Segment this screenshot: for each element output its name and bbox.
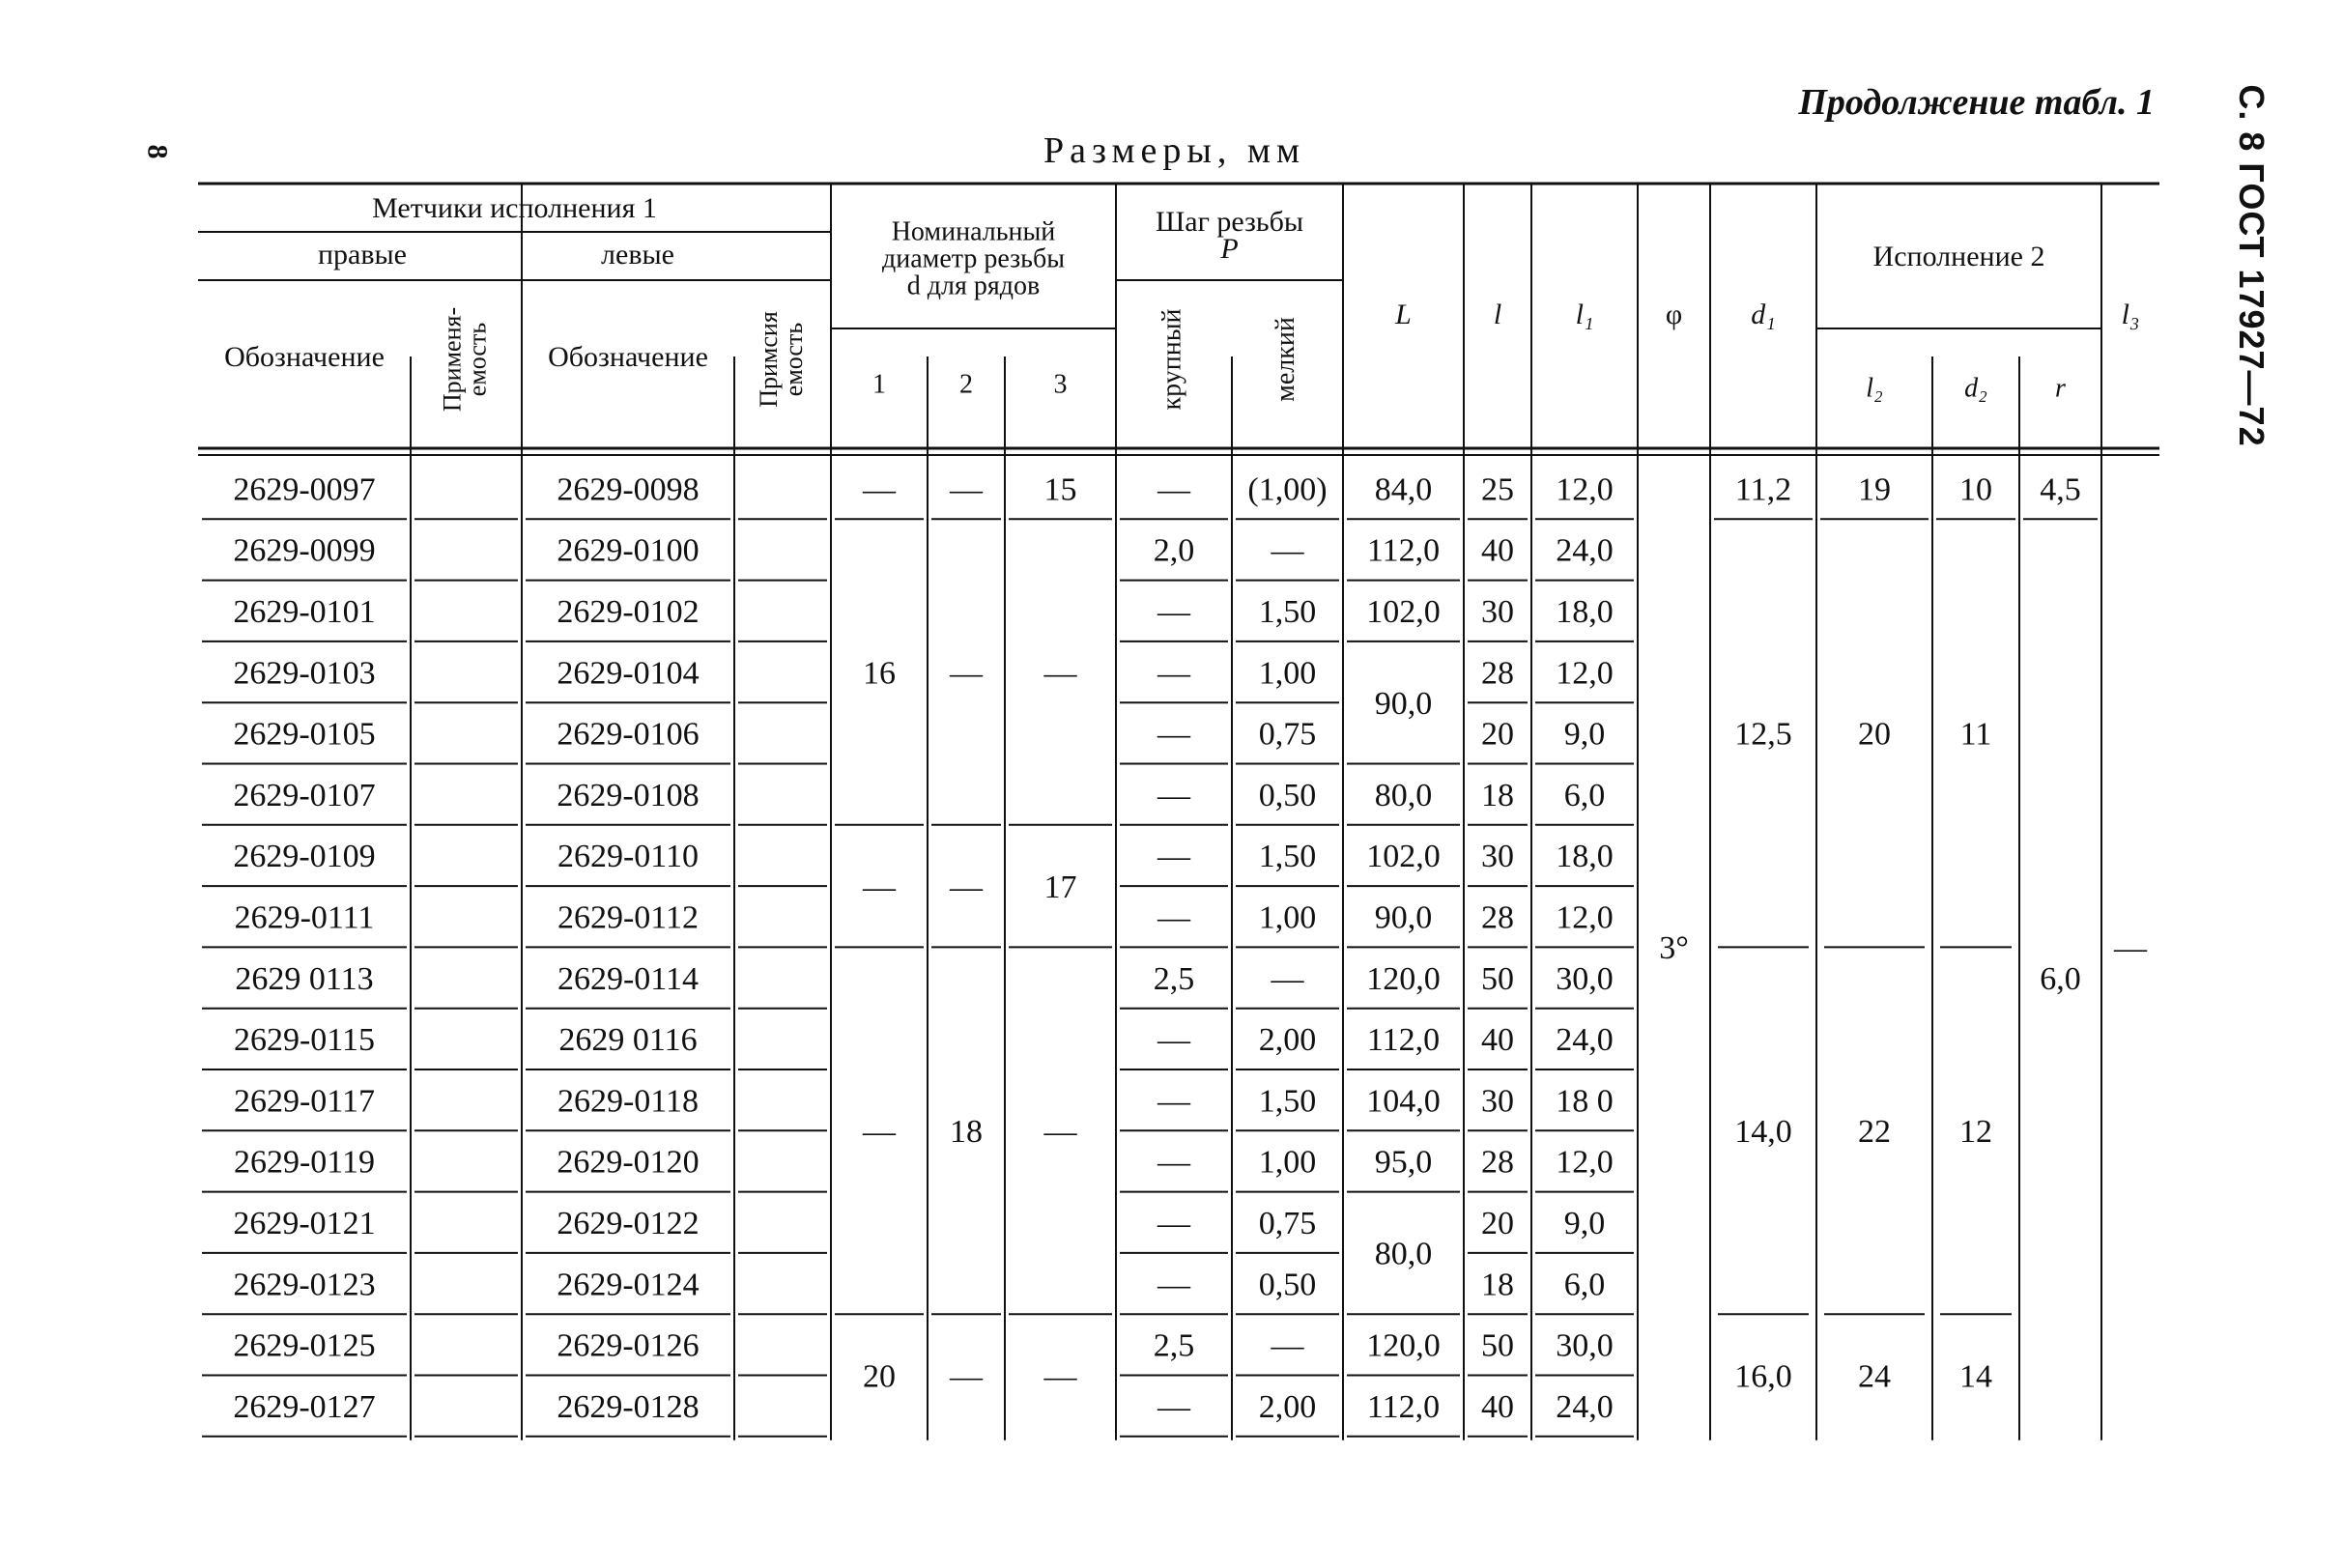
cell-nominal-diameter: — [950, 471, 983, 508]
cell-L: 120,0 [1366, 960, 1441, 997]
cell-right: 2629-0121 [233, 1206, 376, 1242]
header-nominal-diameter: Номинальный [891, 216, 1056, 247]
header-version-2: Исполнение 2 [1872, 240, 2045, 272]
header-pitch: P [1220, 232, 1239, 265]
cell-nominal-diameter: — [950, 1358, 983, 1395]
cell-coarse: 2,0 [1153, 532, 1195, 569]
cell-fine: 1,50 [1258, 1083, 1317, 1120]
cell-L: 104,0 [1366, 1083, 1441, 1120]
cell-l1: 6,0 [1563, 1267, 1606, 1303]
header-right: правые [317, 238, 408, 271]
cell-right: 2629-0119 [233, 1144, 376, 1181]
header-phi: φ [1665, 298, 1683, 330]
header-applicability: Применя- [438, 306, 467, 413]
cell-right: 2629-0123 [233, 1267, 376, 1303]
units-caption: Размеры, мм [1043, 130, 1306, 171]
cell-l: 30 [1481, 839, 1514, 875]
cell-l1: 12,0 [1556, 655, 1614, 692]
cell-nominal-diameter: — [863, 471, 896, 508]
cell-left: 2629-0104 [557, 655, 700, 692]
cell-l: 30 [1481, 594, 1514, 631]
cell-left: 2629-0120 [557, 1144, 700, 1181]
cell-right: 2629-0117 [233, 1083, 376, 1120]
cell-L: 112,0 [1366, 1388, 1441, 1425]
cell-right: 2629-0097 [233, 471, 376, 508]
cell-d1: 16,0 [1734, 1358, 1792, 1395]
cell-coarse: — [1157, 655, 1190, 692]
cell-l3: — [2114, 930, 2147, 967]
cell-l: 50 [1481, 960, 1514, 997]
cell-l: 28 [1481, 899, 1514, 936]
cell-nominal-diameter: — [863, 1114, 896, 1151]
header-group-taps: Метчики исполнения 1 [372, 191, 657, 224]
cell-nominal-diameter: 18 [950, 1114, 983, 1151]
cell-right: 2629-0105 [233, 716, 376, 753]
cell-fine: 1,00 [1258, 1144, 1317, 1181]
cell-L: 95,0 [1374, 1144, 1433, 1181]
cell-L: 112,0 [1366, 1022, 1441, 1059]
cell-l1: 18,0 [1556, 594, 1614, 631]
cell-l1: 12,0 [1556, 899, 1614, 936]
cell-nominal-diameter: 20 [863, 1358, 896, 1395]
cell-fine: 0,75 [1258, 1206, 1317, 1242]
cell-d2: 14 [1959, 1358, 1992, 1395]
cell-nominal-diameter: — [1043, 655, 1077, 692]
cell-l: 40 [1481, 1022, 1514, 1059]
cell-l: 50 [1481, 1327, 1514, 1364]
header-designation: Обозначение [224, 340, 385, 373]
header-l: l [1493, 298, 1502, 330]
cell-fine: 1,00 [1258, 655, 1317, 692]
cell-left: 2629-0126 [557, 1327, 700, 1364]
cell-right: 2629-0125 [233, 1327, 376, 1364]
cell-right: 2629-0107 [233, 777, 376, 813]
cell-left: 2629-0100 [557, 532, 700, 569]
header-applicability: емость [463, 322, 492, 397]
dimensions-table [198, 176, 2159, 1461]
cell-l1: 30,0 [1556, 960, 1614, 997]
cell-l1: 24,0 [1556, 532, 1614, 569]
cell-l1: 30,0 [1556, 1327, 1614, 1364]
header-row-2: 2 [959, 369, 973, 400]
cell-r: 6,0 [2040, 960, 2081, 997]
cell-fine: 0,50 [1258, 1267, 1317, 1303]
cell-l2: 19 [1858, 471, 1891, 508]
cell-right: 2629-0111 [234, 899, 375, 936]
cell-l: 40 [1481, 532, 1514, 569]
cell-l1: 12,0 [1556, 1144, 1614, 1181]
cell-l1: 24,0 [1556, 1022, 1614, 1059]
cell-l: 40 [1481, 1388, 1514, 1425]
cell-d1: 12,5 [1734, 716, 1792, 753]
cell-d2: 10 [1959, 471, 1992, 508]
cell-L-merged: 80,0 [1374, 1236, 1433, 1272]
cell-right: 2629-0099 [233, 532, 376, 569]
cell-nominal-diameter: 15 [1043, 471, 1077, 508]
cell-coarse: — [1157, 1083, 1190, 1120]
cell-fine: — [1271, 960, 1304, 997]
cell-L: 112,0 [1366, 532, 1441, 569]
table-continuation-title: Продолжение табл. 1 [1798, 82, 2155, 123]
cell-nominal-diameter: — [950, 655, 983, 692]
cell-l1: 18,0 [1556, 839, 1614, 875]
header-left: левые [601, 238, 674, 271]
cell-right: 2629-0115 [233, 1022, 376, 1059]
cell-d1: 11,2 [1734, 471, 1792, 508]
header-d1: d₁ [1751, 298, 1776, 330]
cell-l: 28 [1481, 655, 1514, 692]
cell-fine: 1,50 [1258, 839, 1317, 875]
cell-left: 2629-0102 [557, 594, 700, 631]
cell-fine: 2,00 [1258, 1022, 1317, 1059]
cell-l: 20 [1481, 716, 1514, 753]
cell-l: 18 [1481, 777, 1514, 813]
cell-left: 2629-0114 [557, 960, 700, 997]
cell-right: 2629-0101 [233, 594, 376, 631]
cell-l: 30 [1481, 1083, 1514, 1120]
cell-coarse: — [1157, 777, 1190, 813]
standard-reference: С. 8 ГОСТ 17927—72 [2232, 84, 2272, 447]
cell-nominal-diameter: 16 [863, 655, 896, 692]
cell-coarse: — [1157, 899, 1190, 936]
header-applicability: емость [779, 322, 808, 397]
cell-right: 2629-0103 [233, 655, 376, 692]
header-designation: Обозначение [548, 340, 708, 373]
cell-coarse: — [1157, 1267, 1190, 1303]
cell-coarse: — [1157, 594, 1190, 631]
cell-l1: 9,0 [1563, 1206, 1606, 1242]
cell-left: 2629-0110 [557, 839, 700, 875]
cell-right: 2629-0127 [233, 1388, 376, 1425]
cell-fine: 1,50 [1258, 594, 1317, 631]
cell-left: 2629 0116 [558, 1022, 698, 1059]
header-row-3: 3 [1053, 369, 1068, 400]
header-l2: l₂ [1866, 373, 1883, 404]
cell-left: 2629-0122 [557, 1206, 700, 1242]
header-L: L [1395, 298, 1412, 330]
cell-L: 90,0 [1374, 899, 1433, 936]
cell-L: 102,0 [1366, 594, 1441, 631]
cell-left: 2629-0112 [557, 899, 700, 936]
header-l3: l₃ [2121, 298, 2140, 330]
header-row-1: 1 [872, 369, 886, 400]
cell-coarse: — [1157, 839, 1190, 875]
cell-l1: 12,0 [1556, 471, 1614, 508]
cell-l: 18 [1481, 1267, 1514, 1303]
cell-coarse: — [1157, 471, 1190, 508]
cell-d2: 12 [1959, 1114, 1992, 1151]
cell-L: 120,0 [1366, 1327, 1441, 1364]
cell-l2: 24 [1858, 1358, 1891, 1395]
cell-l: 20 [1481, 1206, 1514, 1242]
header-r: r [2055, 373, 2066, 404]
cell-fine: — [1271, 1327, 1304, 1364]
cell-l: 25 [1481, 471, 1514, 508]
cell-l: 28 [1481, 1144, 1514, 1181]
cell-coarse: — [1157, 716, 1190, 753]
cell-fine: — [1271, 532, 1304, 569]
cell-l1: 18 0 [1556, 1083, 1614, 1120]
cell-left: 2629-0098 [557, 471, 700, 508]
cell-coarse: 2,5 [1153, 1327, 1195, 1364]
cell-right: 2629 0113 [235, 960, 374, 997]
cell-left: 2629-0118 [557, 1083, 700, 1120]
cell-fine: 0,75 [1258, 716, 1317, 753]
cell-d1: 14,0 [1734, 1114, 1792, 1151]
cell-L: 84,0 [1374, 471, 1433, 508]
cell-coarse: — [1157, 1388, 1190, 1425]
cell-L: 80,0 [1374, 777, 1433, 813]
cell-l2: 20 [1858, 716, 1891, 753]
cell-L-merged: 90,0 [1374, 685, 1433, 722]
cell-l1: 9,0 [1563, 716, 1606, 753]
cell-nominal-diameter: — [1043, 1358, 1077, 1395]
cell-l1: 6,0 [1563, 777, 1606, 813]
cell-L: 102,0 [1366, 839, 1441, 875]
cell-l2: 22 [1858, 1114, 1891, 1151]
cell-nominal-diameter: — [863, 869, 896, 905]
header-pitch: Шаг резьбы [1155, 205, 1304, 238]
cell-coarse: — [1157, 1206, 1190, 1242]
cell-fine: 1,00 [1258, 899, 1317, 936]
cell-coarse: 2,5 [1153, 960, 1195, 997]
cell-left: 2629-0124 [557, 1267, 700, 1303]
cell-coarse: — [1157, 1022, 1190, 1059]
cell-left: 2629-0106 [557, 716, 700, 753]
cell-fine: 0,50 [1258, 777, 1317, 813]
cell-phi: 3° [1659, 930, 1689, 967]
page-number: 8 [141, 144, 174, 159]
cell-nominal-diameter: 17 [1043, 869, 1077, 905]
header-nominal-diameter: d для рядов [906, 271, 1041, 301]
cell-left: 2629-0108 [557, 777, 700, 813]
header-nominal-diameter: диаметр резьбы [881, 243, 1066, 274]
header-applicability: Примсия [754, 311, 783, 408]
header-d2: d₂ [1964, 373, 1987, 404]
cell-l1: 24,0 [1556, 1388, 1614, 1425]
cell-right: 2629-0109 [233, 839, 376, 875]
cell-r: 4,5 [2040, 471, 2081, 508]
header-l1: l₁ [1575, 298, 1594, 330]
header-fine: мелкий [1270, 317, 1300, 402]
cell-fine: 2,00 [1258, 1388, 1317, 1425]
cell-nominal-diameter: — [1043, 1114, 1077, 1151]
cell-fine: (1,00) [1247, 471, 1328, 508]
cell-left: 2629-0128 [557, 1388, 700, 1425]
cell-nominal-diameter: — [950, 869, 983, 905]
cell-d2: 11 [1959, 716, 1992, 753]
cell-coarse: — [1157, 1144, 1190, 1181]
header-coarse: крупный [1157, 308, 1187, 411]
